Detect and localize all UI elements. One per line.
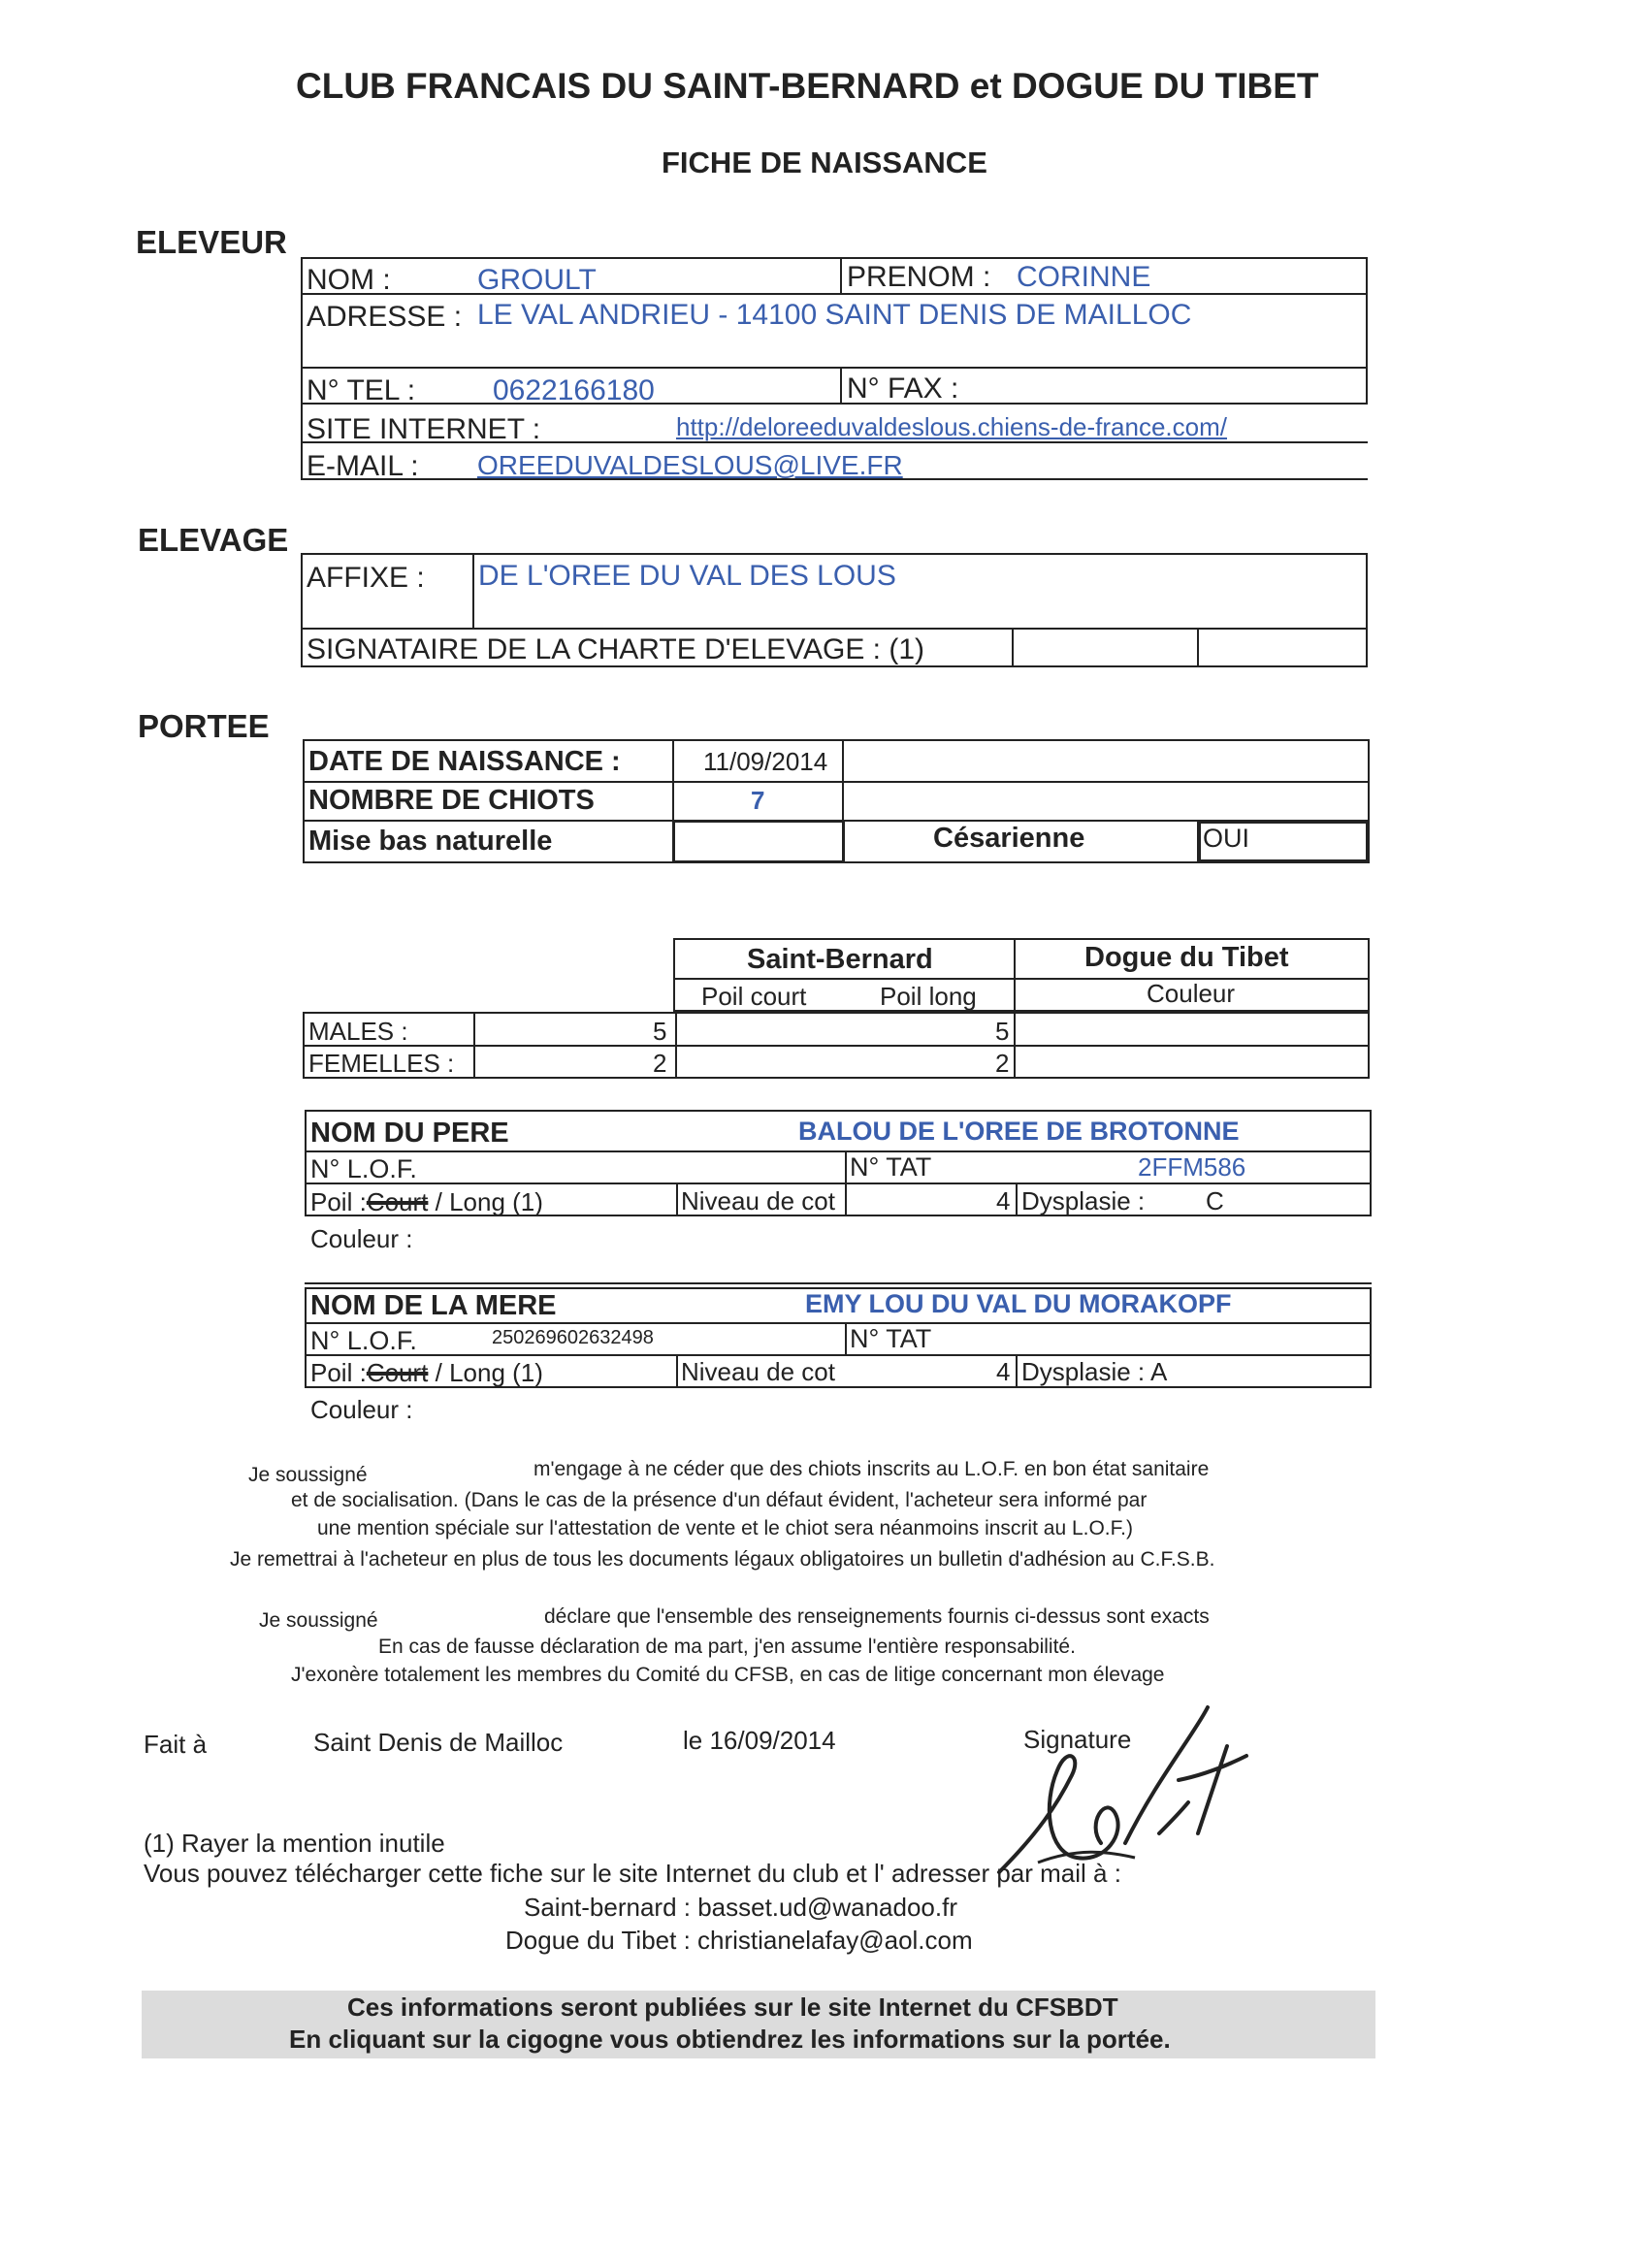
elevage-section-title: ELEVAGE bbox=[138, 522, 289, 558]
males-label: MALES : bbox=[308, 1017, 408, 1046]
mise-bas-label: Mise bas naturelle bbox=[308, 826, 553, 857]
affixe-value: DE L'OREE DU VAL DES LOUS bbox=[478, 560, 896, 592]
cesarienne-label: Césarienne bbox=[933, 823, 1085, 854]
couleur-header: Couleur bbox=[1147, 979, 1236, 1008]
mere-poil-court: Court bbox=[366, 1358, 429, 1387]
rayer-note: (1) Rayer la mention inutile bbox=[144, 1829, 445, 1858]
engagement-2-line3: J'exonère totalement les membres du Comité du CFSB, en cas de litige concernant mon élevage bbox=[291, 1664, 1165, 1686]
femelles-long-value: 2 bbox=[995, 1049, 1010, 1078]
engagement-1-line4: Je remettrai à l'acheteur en plus de tous les documents légaux obligatoires un bulletin d'adhésion au C.F.S.B. bbox=[230, 1548, 1215, 1571]
poil-long-header: Poil long bbox=[880, 982, 977, 1011]
nom-value: GROULT bbox=[477, 264, 597, 296]
pere-lof-label: N° L.O.F. bbox=[310, 1154, 417, 1183]
mere-title: NOM DE LA MERE bbox=[310, 1290, 557, 1321]
mere-niveau-label: Niveau de cot bbox=[681, 1357, 835, 1386]
signature-label: Signature bbox=[1023, 1725, 1132, 1754]
poil-court-header: Poil court bbox=[701, 982, 807, 1011]
dogue-header: Dogue du Tibet bbox=[1084, 942, 1289, 973]
mere-poil-suffix: / Long (1) bbox=[435, 1358, 543, 1387]
adresse-label: ADRESSE : bbox=[307, 301, 463, 333]
pere-name: BALOU DE L'OREE DE BROTONNE bbox=[798, 1117, 1240, 1146]
pere-poil bbox=[310, 1189, 543, 1215]
affixe-label: AFFIXE : bbox=[307, 562, 425, 594]
pere-tat-label: N° TAT bbox=[850, 1152, 932, 1182]
site-label: SITE INTERNET : bbox=[307, 413, 541, 445]
adresse-value: LE VAL ANDRIEU - 14100 SAINT DENIS DE MAILLOC bbox=[477, 299, 1192, 331]
prenom-value: CORINNE bbox=[1017, 261, 1151, 293]
tel-value: 0622166180 bbox=[493, 374, 655, 406]
date-naissance-label: DATE DE NAISSANCE : bbox=[308, 746, 621, 777]
mere-lof-label: N° L.O.F. bbox=[310, 1326, 417, 1355]
femelles-label: FEMELLES : bbox=[308, 1049, 455, 1078]
nombre-chiots-label: NOMBRE DE CHIOTS bbox=[308, 785, 595, 816]
email-link[interactable]: OREEDUVALDESLOUS@LIVE.FR bbox=[477, 450, 903, 480]
pere-dysplasie-label: Dysplasie : bbox=[1021, 1186, 1146, 1215]
engagement-1-line3: une mention spéciale sur l'attestation de vente et le chiot sera néanmoins inscrit au L.O.F.) bbox=[317, 1517, 1133, 1539]
mere-couleur-label: Couleur : bbox=[310, 1395, 413, 1424]
pere-couleur-label: Couleur : bbox=[310, 1224, 413, 1253]
engagement-1-line2: et de socialisation. (Dans le cas de la présence d'un défaut évident, l'acheteur sera informé par bbox=[291, 1489, 1148, 1511]
engagement-2-lead: Je soussigné bbox=[259, 1609, 378, 1632]
saint-bernard-mail[interactable]: Saint-bernard : basset.ud@wanadoo.fr bbox=[524, 1893, 957, 1922]
eleveur-section-title: ELEVEUR bbox=[136, 224, 287, 260]
pere-poil-suffix: / Long (1) bbox=[435, 1187, 543, 1216]
form-title: FICHE DE NAISSANCE bbox=[662, 146, 987, 179]
pere-title: NOM DU PERE bbox=[310, 1118, 509, 1149]
charte-label: SIGNATAIRE DE LA CHARTE D'ELEVAGE : (1) bbox=[307, 633, 925, 665]
fait-label: Fait à bbox=[144, 1730, 208, 1759]
nom-label: NOM : bbox=[307, 264, 391, 296]
dogue-tibet-mail[interactable]: Dogue du Tibet : christianelafay@aol.com bbox=[505, 1926, 973, 1955]
banner-line2: En cliquant sur la cigogne vous obtiendrez les informations sur la portée. bbox=[289, 2025, 1171, 2054]
pere-poil-prefix: Poil : bbox=[310, 1187, 367, 1216]
mere-name: EMY LOU DU VAL DU MORAKOPF bbox=[805, 1289, 1232, 1318]
pere-tat-value: 2FFM586 bbox=[1138, 1152, 1246, 1182]
date-naissance-value: 11/09/2014 bbox=[703, 747, 828, 776]
males-long-value: 5 bbox=[995, 1017, 1010, 1046]
club-title: CLUB FRANCAIS DU SAINT-BERNARD et DOGUE DU TIBET bbox=[296, 66, 1319, 106]
mere-poil-prefix: Poil : bbox=[310, 1358, 367, 1387]
mere-tat-label: N° TAT bbox=[850, 1324, 932, 1353]
cesarienne-value: OUI bbox=[1203, 824, 1250, 853]
prenom-label: PRENOM : bbox=[847, 261, 991, 293]
engagement-1-lead: Je soussigné bbox=[248, 1464, 368, 1486]
saint-bernard-header: Saint-Bernard bbox=[747, 944, 933, 975]
pere-dysplasie-value: C bbox=[1206, 1186, 1224, 1215]
pere-niveau-value: 4 bbox=[996, 1186, 1011, 1215]
femelles-court-value: 2 bbox=[653, 1049, 667, 1078]
pere-niveau-label: Niveau de cot bbox=[681, 1186, 835, 1215]
engagement-2-line1: déclare que l'ensemble des renseignements fournis ci-dessus sont exacts bbox=[544, 1605, 1210, 1628]
pere-poil-court: Court bbox=[366, 1187, 429, 1216]
engagement-1-line1: m'engage à ne céder que des chiots inscrits au L.O.F. en bon état sanitaire bbox=[534, 1458, 1210, 1480]
mere-poil bbox=[310, 1360, 543, 1385]
fax-label: N° FAX : bbox=[847, 373, 959, 405]
fait-value: Saint Denis de Mailloc bbox=[313, 1728, 564, 1757]
tel-label: N° TEL : bbox=[307, 374, 416, 406]
engagement-2-line2: En cas de fausse déclaration de ma part, j'en assume l'entière responsabilité. bbox=[378, 1636, 1076, 1658]
mere-niveau-value: 4 bbox=[996, 1357, 1011, 1386]
email-label: E-MAIL : bbox=[307, 450, 419, 482]
banner-line1: Ces informations seront publiées sur le site Internet du CFSBDT bbox=[347, 1993, 1118, 2022]
download-text: Vous pouvez télécharger cette fiche sur le site Internet du club et l' adresser par mail à : bbox=[144, 1859, 1121, 1888]
portee-section-title: PORTEE bbox=[138, 708, 270, 744]
fait-date: le 16/09/2014 bbox=[683, 1726, 836, 1755]
mere-dysplasie-label: Dysplasie : A bbox=[1021, 1357, 1168, 1386]
mere-lof-value: 250269602632498 bbox=[492, 1327, 654, 1348]
nombre-chiots-value: 7 bbox=[751, 786, 765, 815]
males-court-value: 5 bbox=[653, 1017, 667, 1046]
site-link[interactable]: http://deloreeduvaldeslous.chiens-de-france.com/ bbox=[676, 412, 1227, 441]
